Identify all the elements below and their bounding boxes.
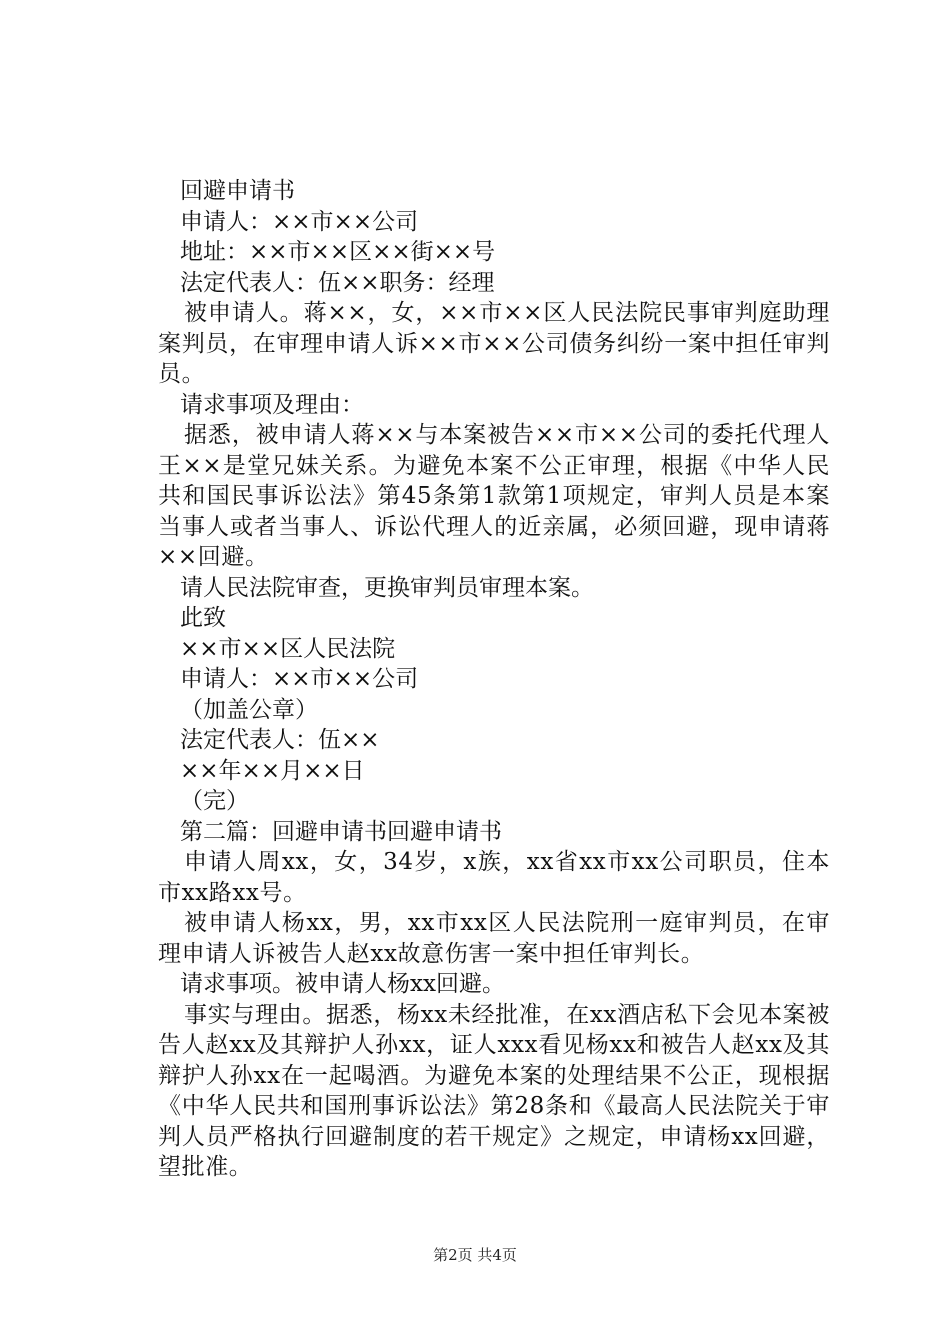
facts2-paragraph: 事实与理由。据悉，杨xx未经批准，在xx酒店私下会见本案被告人赵xx及其辩护人孙xx，证人xxx看见杨xx和被告人赵xx及其辩护人孙xx在一起喝酒。为避免本案的处理结果不公正，现根据《中华人民共和国刑事诉讼法》第28条和《最高人民法院关于审判人员严格执行回避制度的若干规定》之规定，申请杨xx回避，望批准。 [158, 1001, 830, 1180]
salutation-line: 此致 [180, 605, 226, 631]
signature-rep-line: 法定代表人：伍×× [180, 727, 380, 753]
document-title: 回避申请书 [180, 178, 295, 204]
page-footer: 第2页 共4页 [433, 1246, 517, 1264]
date-line: ××年××月××日 [180, 757, 365, 784]
applicant2-paragraph: 申请人周xx，女，34岁，x族，xx省xx市xx公司职员，住本市xx路xx号。 [158, 849, 830, 906]
court-line: ××市××区人民法院 [180, 635, 396, 662]
review-request-line: 请人民法院审查，更换审判员审理本案。 [180, 574, 594, 601]
signature-applicant-line: 申请人：××市××公司 [180, 666, 419, 692]
respondent2-paragraph: 被申请人杨xx，男，xx市xx区人民法院刑一庭审判员，在审理申请人诉被告人赵xx故意伤害一案中担任审判长。 [158, 910, 830, 967]
request-heading: 请求事项及理由： [180, 391, 364, 418]
end-mark-line: （完） [180, 788, 249, 814]
legal-rep-line: 法定代表人：伍××职务：经理 [180, 269, 495, 296]
request2-line: 请求事项。被申请人杨xx回避。 [180, 971, 505, 997]
seal-line: （加盖公章） [180, 696, 318, 723]
section-two-title: 第二篇：回避申请书回避申请书 [180, 818, 502, 845]
applicant-line: 申请人：××市××公司 [180, 208, 419, 235]
respondent-paragraph: 被申请人。蒋××，女，××市××区人民法院民事审判庭助理案判员，在审理申请人诉××市××公司债务纠纷一案中担任审判员。 [158, 300, 830, 387]
document-body [158, 176, 830, 1183]
address-line: 地址：××市××区××街××号 [180, 239, 496, 265]
reason-paragraph: 据悉，被申请人蒋××与本案被告××市××公司的委托代理人王××是堂兄妹关系。为避免本案不公正审理，根据《中华人民共和国民事诉讼法》第45条第1款第1项规定，审判人员是本案当事人或者当事人、诉讼代理人的近亲属，必须回避，现申请蒋××回避。 [158, 422, 830, 570]
